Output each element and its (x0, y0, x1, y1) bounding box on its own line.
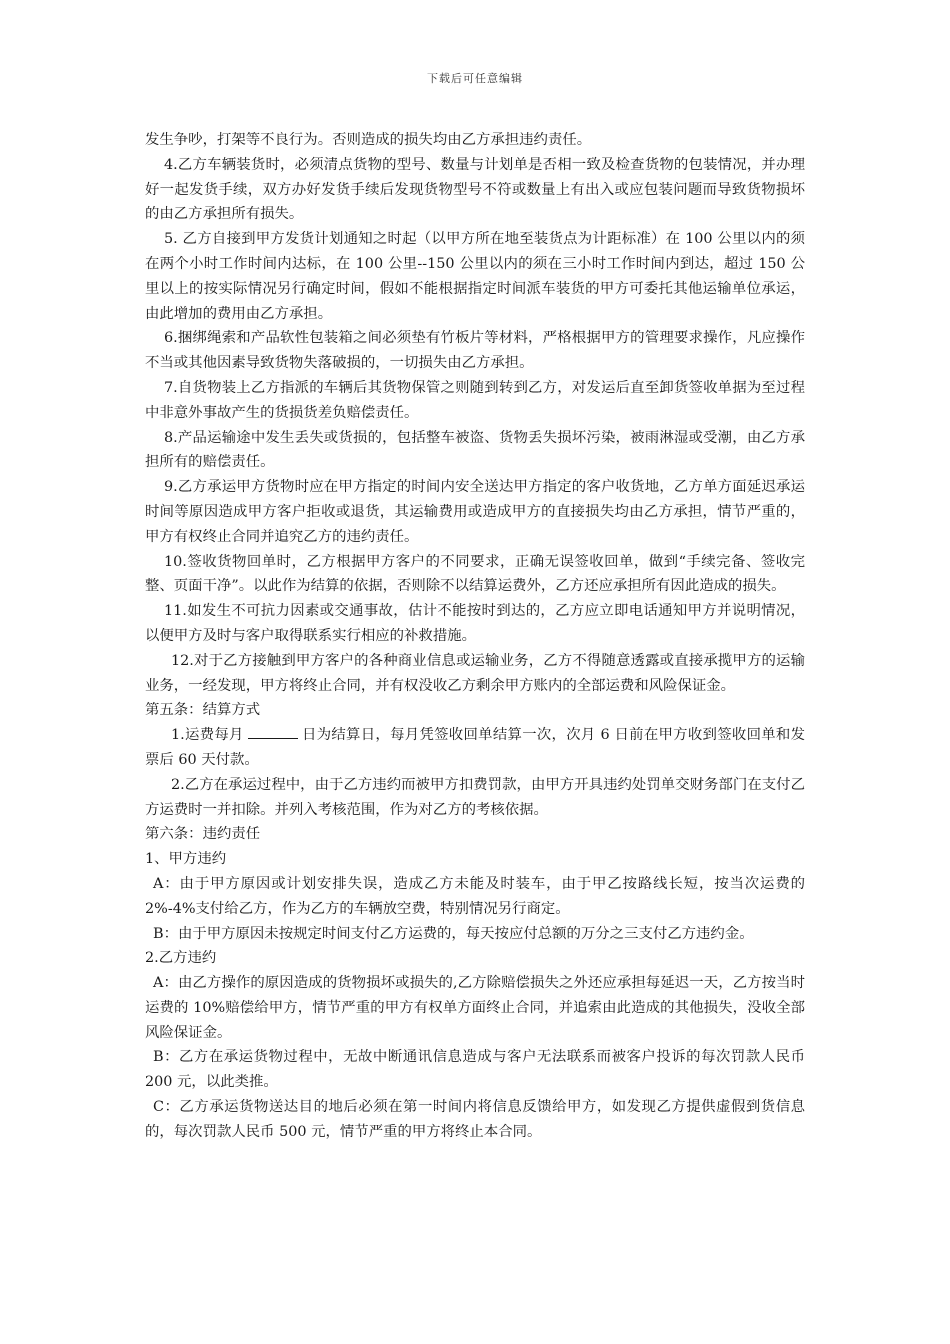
page-header: 下载后可任意编辑 (427, 72, 523, 85)
clause-4: 4.乙方车辆装货时，必须清点货物的型号、数量与计划单是否相一致及检查货物的包装情况，并办理好一起发货手续，双方办好发货手续后发现货物型号不符或数量上有出入或应包装问题而导致货物损坏的由乙方承担所有损失。 (145, 156, 805, 223)
section-6-party-b-item-b: B：乙方在承运货物过程中，无故中断通讯信息造成与客户无法联系而被客户投诉的每次罚款人民币 200 元，以此类推。 (145, 1049, 805, 1091)
clause-11: 11.如发生不可抗力因素或交通事故，估计不能按时到达的，乙方应立即电话通知甲方并说明情况，以便甲方及时与客户取得联系实行相应的补救措施。 (145, 603, 805, 644)
section-5-item-1 (145, 723, 805, 773)
section-6-party-b-item-a: A：由乙方操作的原因造成的货物损坏或损失的,乙方除赔偿损失之外还应承担每延迟一天，乙方按当时运费的 10%赔偿给甲方，情节严重的甲方有权单方面终止合同，并追索由此造成的其他损失，没收全部风险保证金。 (145, 975, 805, 1041)
paragraph-continuation: 发生争吵，打架等不良行为。否则造成的损失均由乙方承担违约责任。 (145, 132, 592, 148)
clause-10: 10.签收货物回单时，乙方根据甲方客户的不同要求，正确无误签收回单，做到“手续完备、签收完整、页面干净”。以此作为结算的依据，否则除不以结算运费外，乙方还应承担所有因此造成的损失。 (145, 553, 805, 595)
section-6-party-a-item-b: B：由于甲方原因未按规定时间支付乙方运费的，每天按应付总额的万分之三支付乙方违约金。 (153, 925, 754, 942)
section-6-title: 第六条：违约责任 (145, 826, 261, 843)
clause-6: 6.捆绑绳索和产品软性包装箱之间必须垫有竹板片等材料，严格根据甲方的管理要求操作，凡应操作不当或其他因素导致货物失落破损的，一切损失由乙方承担。 (145, 330, 805, 372)
section-6-party-a-heading: 1、甲方违约 (145, 851, 227, 868)
clause-5: 5. 乙方自接到甲方发货计划通知之时起（以甲方所在地至装货点为计距标准）在 100 公里以内的须在两个小时工作时间内达标，在 100 公里--150 公里以内的须在三小时工作时间内到达，超过 150 公里以上的按实际情况另行确定时间，假如不能根据指定时间派车装货的甲方可委托其他运输单位承运，由此增加的费用由乙方承担。 (145, 231, 805, 322)
section-5-item-1-end: 日为结算日，每月凭签收回单结算一次，次月 6 日前在甲方收到签收回单和发票后 60 天付款。 (145, 727, 805, 768)
section-5-item-1-start: 1.运费每月 (171, 727, 244, 744)
clause-8: 8.产品运输途中发生丢失或货损的，包括整车被盗、货物丢失损坏污染，被雨淋湿或受潮，由乙方承担所有的赔偿责任。 (145, 429, 805, 471)
section-5-item-2: 2.乙方在承运过程中，由于乙方违约而被甲方扣费罚款，由甲方开具违约处罚单交财务部门在支付乙方运费时一并扣除。并列入考核范围，作为对乙方的考核依据。 (145, 776, 805, 818)
section-5-title: 第五条：结算方式 (145, 702, 261, 719)
fill-in-blank (248, 724, 298, 739)
clause-7: 7.自货物装上乙方指派的车辆后其货物保管之则随到转到乙方，对发运后直至卸货签收单据为至过程中非意外事故产生的货损货差负赔偿责任。 (145, 379, 805, 421)
section-6-party-b-item-c: C：乙方承运货物送达目的地后必须在第一时间内将信息反馈给甲方，如发现乙方提供虚假到货信息的，每次罚款人民币 500 元，情节严重的甲方将终止本合同。 (145, 1099, 805, 1140)
section-6-party-a-item-a: A：由于甲方原因或计划安排失误，造成乙方未能及时装车，由于甲乙按路线长短，按当次运费的 2%-4%支付给乙方，作为乙方的车辆放空费，特别情况另行商定。 (145, 875, 805, 917)
section-6-party-b-heading: 2.乙方违约 (145, 950, 217, 967)
clause-9: 9.乙方承运甲方货物时应在甲方指定的时间内安全送达甲方指定的客户收货地，乙方单方面延迟承运时间等原因造成甲方客户拒收或退货，其运输费用或造成甲方的直接损失均由乙方承担，情节严重的，甲方有权终止合同并追究乙方的违约责任。 (145, 479, 805, 545)
clause-12: 12.对于乙方接触到甲方客户的各种商业信息或运输业务，乙方不得随意透露或直接承揽甲方的运输业务，一经发现，甲方将终止合同，并有权没收乙方剩余甲方账内的全部运费和风险保证金。 (145, 652, 805, 694)
document-body (145, 128, 805, 1145)
